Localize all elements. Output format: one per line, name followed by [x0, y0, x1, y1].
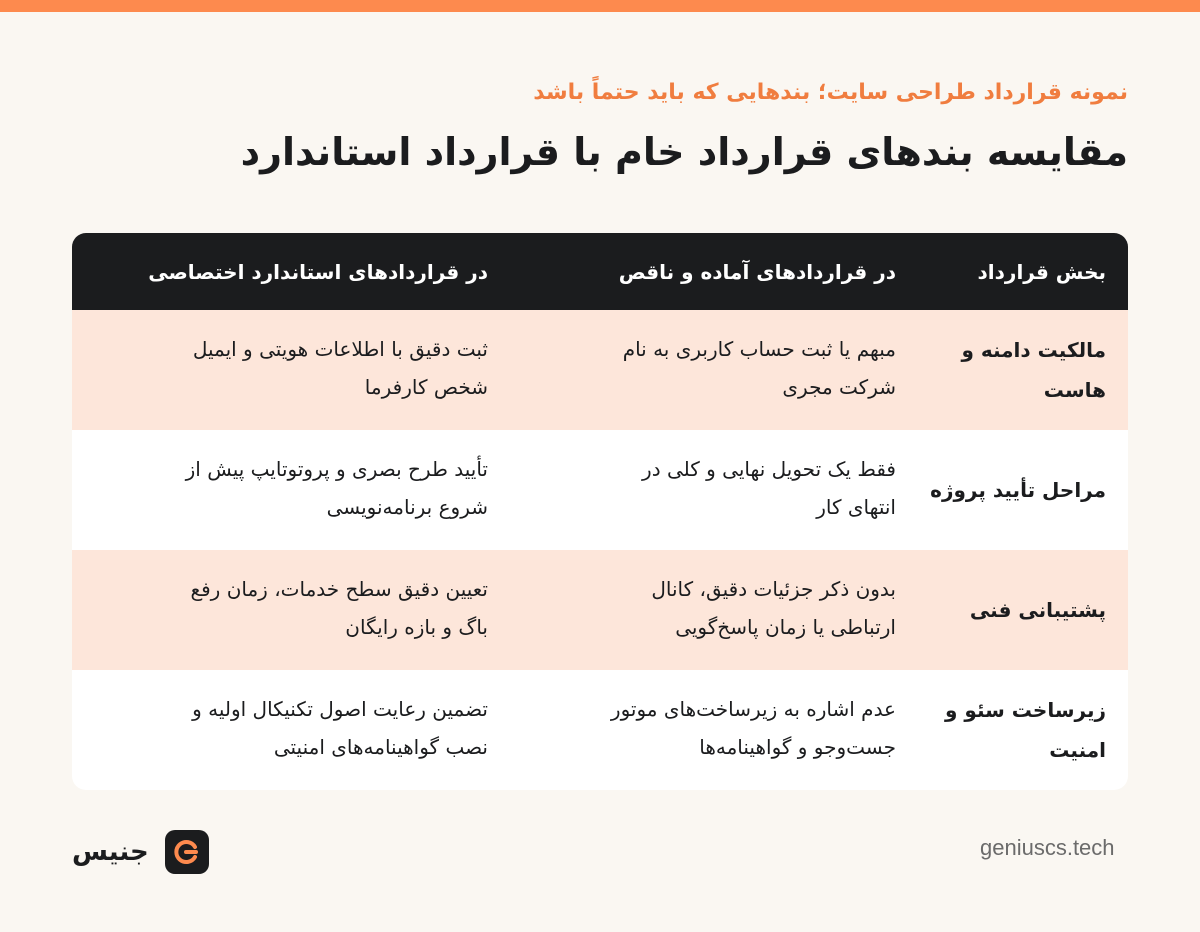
row-section-cell: مراحل تأیید پروژه — [930, 478, 1106, 502]
brand-name: جنیس — [72, 837, 149, 867]
row-standard-cell — [72, 550, 488, 646]
row-ready-cell — [488, 550, 896, 646]
cell-line: بدون ذکر جزئیات دقیق، کانال — [651, 577, 896, 601]
cell-line: باگ و بازه رایگان — [345, 615, 488, 639]
genius-g-logo-icon — [165, 830, 209, 874]
row-section-cell: مالکیت دامنه و هاست — [961, 338, 1106, 402]
row-standard-cell — [72, 430, 488, 526]
cell-line: تضمین رعایت اصول تکنیکال اولیه و — [192, 697, 488, 721]
page-subtitle: نمونه قرارداد طراحی سایت؛ بندهایی که باید حتماً باشد — [533, 80, 1128, 105]
cell-line: فقط یک تحویل نهایی و کلی در — [642, 457, 896, 481]
table-row — [72, 550, 1128, 670]
top-accent-bar — [0, 0, 1200, 12]
row-section-cell: زیرساخت سئو و امنیت — [945, 698, 1106, 762]
comparison-table — [72, 233, 1128, 790]
column-header-standard: در قراردادهای استاندارد اختصاصی — [148, 259, 488, 284]
cell-line: ارتباطی یا زمان پاسخ‌گویی — [675, 615, 896, 639]
cell-line: نصب گواهینامه‌های امنیتی — [273, 735, 488, 759]
row-section-cell: پشتیبانی فنی — [969, 598, 1106, 622]
website-url[interactable]: geniuscs.tech — [980, 835, 1115, 860]
table-header-row — [72, 233, 1128, 310]
row-ready-cell — [488, 310, 896, 406]
cell-line: شخص کارفرما — [364, 375, 488, 399]
cell-line: مبهم یا ثبت حساب کاربری به نام — [622, 337, 896, 361]
brand-footer — [72, 830, 209, 874]
cell-line: تعیین دقیق سطح خدمات، زمان رفع — [190, 577, 488, 601]
cell-line: جست‌وجو و گواهینامه‌ها — [699, 735, 896, 759]
row-ready-cell — [488, 430, 896, 526]
page-title: مقایسه بندهای قرارداد خام با قرارداد استاندارد — [240, 130, 1128, 174]
column-header-section: بخش قرارداد — [977, 259, 1106, 284]
row-standard-cell — [72, 310, 488, 406]
cell-line: ثبت دقیق با اطلاعات هویتی و ایمیل — [192, 337, 488, 361]
column-header-ready: در قراردادهای آماده و ناقص — [618, 259, 896, 284]
cell-line: انتهای کار — [816, 495, 896, 519]
cell-line: تأیید طرح بصری و پروتوتایپ پیش از — [185, 457, 488, 481]
row-ready-cell — [488, 670, 896, 766]
table-row — [72, 310, 1128, 430]
cell-line: شرکت مجری — [782, 375, 896, 399]
cell-line: شروع برنامه‌نویسی — [326, 495, 488, 519]
table-row — [72, 670, 1128, 790]
cell-line: عدم اشاره به زیرساخت‌های موتور — [610, 697, 896, 721]
table-row — [72, 430, 1128, 550]
row-standard-cell — [72, 670, 488, 766]
